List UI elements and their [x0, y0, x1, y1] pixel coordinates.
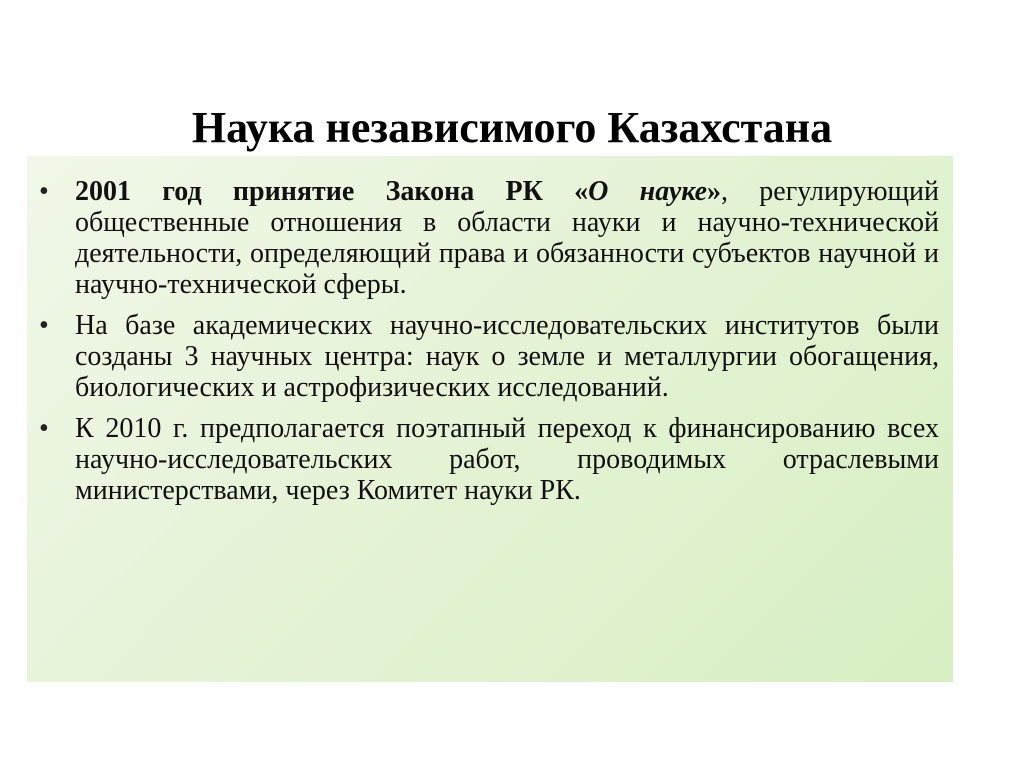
- bullet-financing-text: К 2010 г. предполагается поэтапный переход к финансированию всех научно-исследовательских работ, проводимых отраслевыми министерствами, через Комитет науки РК.: [75, 413, 939, 506]
- bullet-dot-icon: •: [39, 176, 49, 207]
- bullet-item-law: [27, 176, 953, 300]
- bullet-dot-icon: •: [39, 310, 49, 341]
- content-panel: [27, 156, 953, 682]
- bullet-centers-text: На базе академических научно-исследовательских институтов были созданы 3 научных центра: наук о земле и металлургии обогащения, биологических и астрофизических исследований.: [75, 310, 939, 403]
- bullet-item-centers: [27, 310, 953, 403]
- bullet-law-close: »: [707, 176, 722, 207]
- bullet-item-financing: [27, 413, 953, 506]
- bullet-law-lead: 2001 год принятие Закона РК «: [75, 176, 589, 207]
- bullet-law-name: О науке: [588, 176, 708, 207]
- bullet-law-text: , регулирующий общественные отношения в области науки и научно-технической деятельности, определяющий права и обязанности субъектов научной и научно-технической сферы.: [75, 176, 940, 300]
- slide-title: Наука независимого Казахстана: [191, 103, 833, 153]
- bullet-dot-icon: •: [39, 413, 49, 444]
- bullet-list: [27, 176, 953, 516]
